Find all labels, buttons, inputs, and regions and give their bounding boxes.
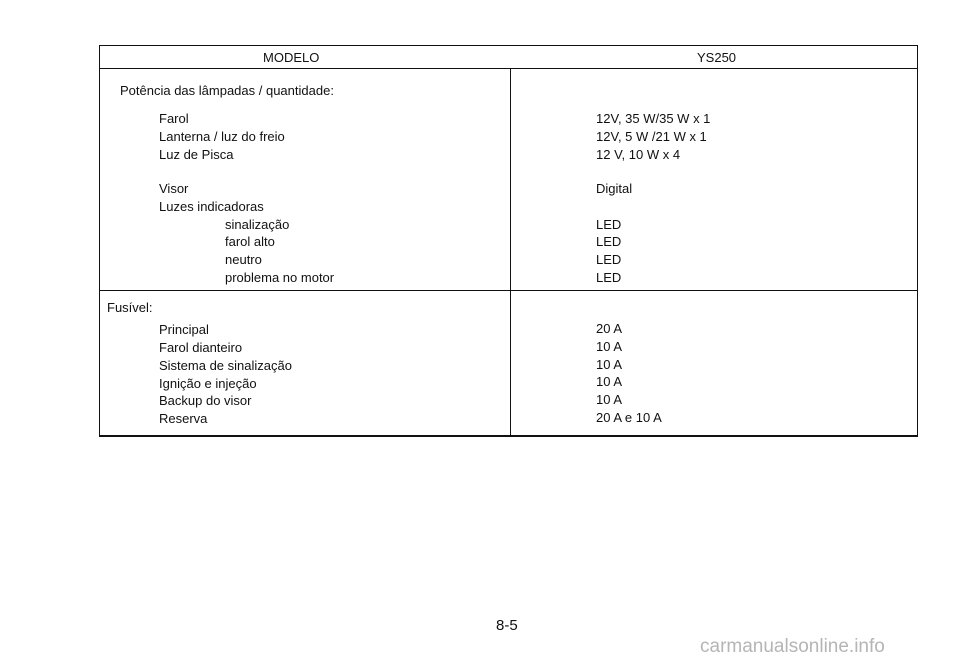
fuse-value-backup: 10 A: [596, 392, 623, 407]
lamp-value-sinalizacao: LED: [596, 217, 622, 232]
lamp-value-motor: LED: [596, 270, 622, 285]
lamp-value-visor: Digital: [596, 181, 633, 196]
model-value: YS250: [697, 50, 737, 65]
fuses-section-title: Fusível:: [107, 300, 153, 315]
lamp-value-lanterna: 12V, 5 W /21 W x 1: [596, 129, 707, 144]
fuse-label-reserva: Reserva: [159, 411, 208, 426]
lamp-label-lanterna: Lanterna / luz do freio: [159, 129, 285, 144]
fuse-value-sinalizacao: 10 A: [596, 357, 623, 372]
fuse-label-backup: Backup do visor: [159, 393, 252, 408]
lamp-value-farol-alto: LED: [596, 234, 622, 249]
lamp-label-neutro: neutro: [225, 252, 262, 267]
fuse-label-ignicao: Ignição e injeção: [159, 376, 257, 391]
lamp-label-visor: Visor: [159, 181, 189, 196]
fuse-label-principal: Principal: [159, 322, 209, 337]
fuse-value-ignicao: 10 A: [596, 374, 623, 389]
fuse-value-principal: 20 A: [596, 321, 623, 336]
lamp-value-farol: 12V, 35 W/35 W x 1: [596, 111, 711, 126]
lamp-value-neutro: LED: [596, 252, 622, 267]
lamp-label-motor: problema no motor: [225, 270, 335, 285]
spec-table: [99, 45, 918, 437]
column-divider: [510, 69, 511, 437]
lamp-label-farol-alto: farol alto: [225, 234, 275, 249]
fuse-value-farol-dianteiro: 10 A: [596, 339, 623, 354]
table-header: [100, 46, 917, 69]
model-label: MODELO: [263, 50, 320, 65]
section-divider: [100, 290, 917, 291]
lamp-value-pisca: 12 V, 10 W x 4: [596, 147, 681, 162]
lamps-section-title: Potência das lâmpadas / quantidade:: [120, 83, 334, 98]
lamp-label-indicadoras: Luzes indicadoras: [159, 199, 264, 214]
page-number: 8-5: [496, 617, 518, 634]
fuse-label-farol-dianteiro: Farol dianteiro: [159, 340, 243, 355]
lamp-label-sinalizacao: sinalização: [225, 217, 290, 232]
lamp-label-farol: Farol: [159, 111, 189, 126]
fuse-label-sinalizacao: Sistema de sinalização: [159, 358, 292, 373]
lamp-label-pisca: Luz de Pisca: [159, 147, 234, 162]
watermark: carmanualsonline.info: [700, 636, 885, 657]
fuse-value-reserva: 20 A e 10 A: [596, 410, 662, 425]
